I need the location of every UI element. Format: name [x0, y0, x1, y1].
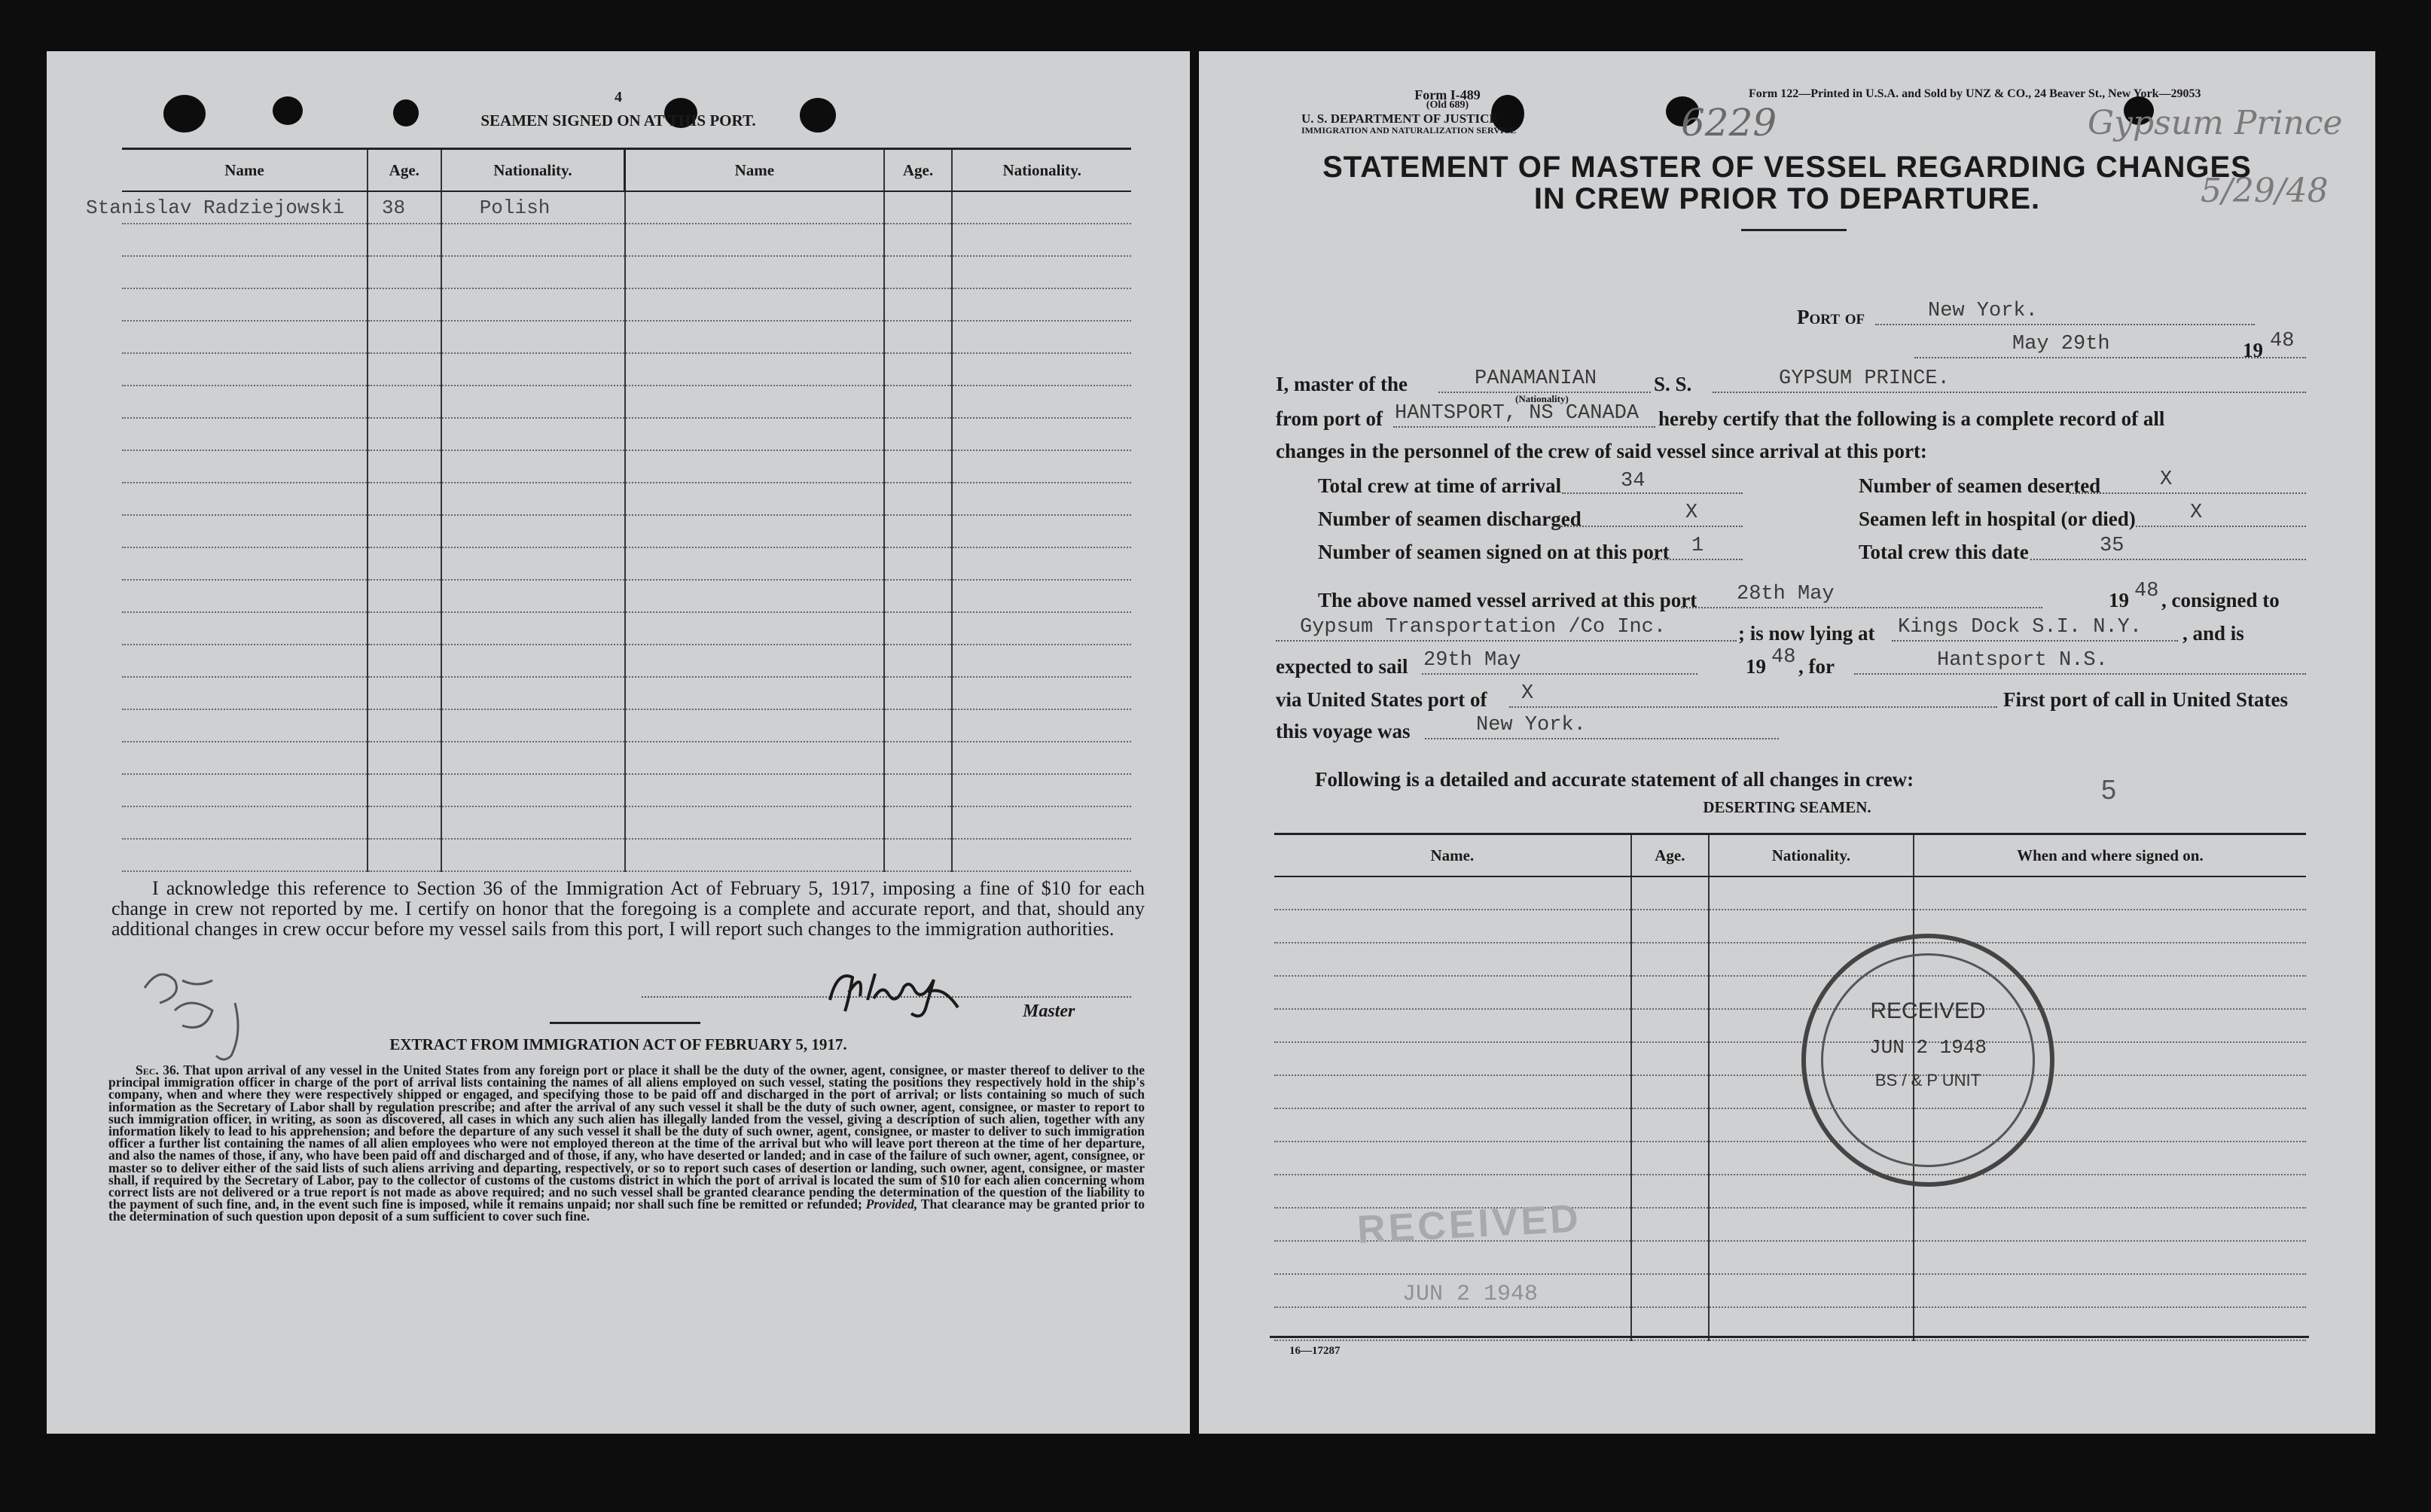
table-cell [441, 709, 625, 742]
table-row [1274, 876, 2306, 910]
table-cell [884, 515, 953, 547]
col-nationality: Nationality. [441, 149, 625, 192]
table-cell [122, 515, 368, 547]
table-row [122, 353, 1131, 386]
table-cell [1914, 1175, 2306, 1208]
table-cell [122, 386, 368, 418]
table-cell [952, 224, 1131, 256]
section-36-text: Sec. 36. That upon arrival of any vessel in the United States from any foreign port or place it shall be the duty of the owner, agent, consignee, or master thereof to deliver to the principal immigration officer in charge of the port of arrival lists containing the names of all aliens employed on such vessel, stating the positions they respectively hold in the ship's company, when and where they were respectively shipped or engaged, and specifying those to be paid off and discharged in the port of arrival; or lists containing so much of such information as the Secretary of Labor shall by regulation prescribe; and after the arrival of any such vessel it shall be the duty of such owner, agent, consignee, or master to report to such immigration officer, in writing, as soon as discovered, all cases in which any such alien has illegally landed from the vessel, giving a description of such alien, together with any information likely to lead to his apprehension; and before the departure of any such vessel it shall be the duty of such owner, agent, consignee, or master to deliver to such immigration officer a further list containing the names of all alien employees who were not employed thereon at the time of the arrival but who will leave port thereon at the time of her departure, and also the names of those, if any, who have been paid off and discharged and of those, if any, who have deserted or landed; and in case of the failure of such owner, agent, consignee, or master so to deliver either of the said lists of such aliens arriving and departing, respectively, or so to report such cases of desertion or landing, such owner, agent, consignee, or master shall, if required by the Secretary of Labor, pay to the collector of customs of the customs district in which the port of arrival is located the sum of $10 for each alien concerning whom correct lists are not delivered or a true report is not made as above required; and no such vessel shall be granted clearance pending the determination of the question of the liability to the payment of such fine, and, in the event such fine is imposed, while it remains unpaid; nor shall such fine be remitted or refunded; Provided, That clearance may be granted prior to the determination of such question upon deposit of a sum sufficient to cover such fine. [108, 1062, 1145, 1224]
col-name: Name. [1274, 834, 1631, 877]
table-row [122, 806, 1131, 839]
table-cell [952, 483, 1131, 515]
table-cell [625, 224, 884, 256]
table-cell [1709, 1241, 1914, 1274]
table-cell [368, 709, 441, 742]
table-cell [952, 386, 1131, 418]
table-cell [1914, 1241, 2306, 1274]
table-cell [122, 321, 368, 353]
table-row [1274, 1108, 2306, 1142]
for-label: , for [1798, 655, 1835, 678]
deserted-label: Number of seamen deserted [1859, 474, 2101, 497]
table-cell [1709, 876, 1914, 910]
lying-line [1892, 640, 2178, 642]
table-cell [1274, 910, 1631, 943]
table-cell [952, 450, 1131, 483]
table-cell [441, 483, 625, 515]
total-crew-arrival-line [1562, 492, 1743, 494]
year-value: 48 [2270, 330, 2295, 352]
footer-code: 16—17287 [1289, 1345, 1341, 1357]
col-nationality: Nationality. [1709, 834, 1914, 877]
deserting-seamen-table [1274, 833, 2306, 1341]
signed-on-label: Number of seamen signed on at this port [1318, 541, 1670, 563]
sail-label: expected to sail [1276, 655, 1408, 678]
divider [1741, 229, 1847, 231]
table-cell [1274, 1042, 1631, 1075]
cell-name-2 [625, 191, 884, 224]
table-cell [884, 677, 953, 709]
table-cell [441, 645, 625, 677]
from-port-line [1393, 426, 1655, 428]
lying-value: Kings Dock S.I. N.Y. [1898, 616, 2143, 639]
table-cell [952, 580, 1131, 612]
year-prefix: 19 [2243, 339, 2263, 361]
table-cell [441, 450, 625, 483]
table-cell [441, 418, 625, 450]
form-number: Form I-489 [1414, 87, 1481, 102]
table-row [122, 709, 1131, 742]
ss-label: S. S. [1654, 373, 1692, 395]
table-cell [1274, 943, 1631, 976]
hospital-line [2136, 526, 2306, 527]
table-cell [441, 224, 625, 256]
table-cell [884, 709, 953, 742]
table-cell [1631, 943, 1709, 976]
table-cell [625, 774, 884, 806]
ship-line [1713, 392, 2306, 393]
table-cell [1631, 1274, 1709, 1307]
table-cell [952, 256, 1131, 288]
signed-on-value: 1 [1691, 535, 1704, 557]
via-line [1509, 706, 1997, 708]
discharged-label: Number of seamen discharged [1318, 508, 1582, 530]
sail-value: 29th May [1423, 649, 1521, 672]
table-cell [884, 353, 953, 386]
table-cell [368, 353, 441, 386]
table-cell [884, 547, 953, 580]
table-cell [368, 288, 441, 321]
table-cell [952, 288, 1131, 321]
consignee-value: Gypsum Transportation /Co Inc. [1300, 616, 1667, 639]
table-cell [441, 515, 625, 547]
deserted-value: X [2160, 468, 2173, 491]
table-cell [625, 321, 884, 353]
table-cell [122, 450, 368, 483]
table-cell [884, 321, 953, 353]
table-row [122, 677, 1131, 709]
table-cell [625, 742, 884, 774]
table-cell [441, 839, 625, 871]
table-row [122, 742, 1131, 774]
table-cell [122, 353, 368, 386]
table-cell [1274, 1142, 1631, 1175]
table-row [122, 547, 1131, 580]
table-cell [368, 483, 441, 515]
table-cell [122, 547, 368, 580]
table-cell [122, 774, 368, 806]
table-cell [122, 645, 368, 677]
table-cell [122, 483, 368, 515]
table-cell [122, 839, 368, 871]
col-age: Age. [368, 149, 441, 192]
cell-name: Stanislav Radziejowski [122, 191, 368, 224]
table-cell [1631, 976, 1709, 1009]
port-line [1875, 324, 2255, 325]
table-row [122, 386, 1131, 418]
for-line [1854, 673, 2306, 675]
table-row [122, 515, 1131, 547]
table-cell [952, 612, 1131, 645]
table-cell [368, 806, 441, 839]
port-value: New York. [1928, 300, 2038, 322]
voyage-value: New York. [1476, 714, 1586, 736]
seamen-signed-table [86, 148, 1131, 872]
table-cell [368, 321, 441, 353]
table-row [122, 774, 1131, 806]
faded-stamp-date: JUN 2 1948 [1402, 1282, 1539, 1307]
col-when-where: When and where signed on. [1914, 834, 2306, 877]
hospital-value: X [2190, 501, 2203, 524]
received-stamp-circle [1801, 934, 2054, 1187]
table-row [122, 580, 1131, 612]
handwritten-date: 5/29/48 [2201, 172, 2329, 210]
certify-text-2: changes in the personnel of the crew of said vessel since arrival at this port: [1276, 440, 1927, 462]
handwritten-number: 6229 [1681, 101, 1777, 145]
table-cell [625, 353, 884, 386]
table-row [122, 612, 1131, 645]
hospital-label: Seamen left in hospital (or died) [1859, 508, 2136, 530]
table-cell [884, 580, 953, 612]
table-row [122, 450, 1131, 483]
table-cell [441, 386, 625, 418]
table-row [1274, 1142, 2306, 1175]
table-cell [1914, 910, 2306, 943]
table-cell [122, 709, 368, 742]
bottom-rule [1270, 1336, 2309, 1338]
table-cell [122, 580, 368, 612]
table-cell [368, 418, 441, 450]
cell-nationality: Polish [441, 191, 625, 224]
lying-label: ; is now lying at [1738, 622, 1875, 645]
table-cell [368, 839, 441, 871]
table-cell [952, 742, 1131, 774]
master-signature [815, 962, 1041, 1023]
table-cell [884, 612, 953, 645]
left-heading: SEAMEN SIGNED ON AT THIS PORT. [480, 111, 756, 130]
divider [550, 1022, 700, 1024]
table-cell [625, 515, 884, 547]
table-row [122, 483, 1131, 515]
voyage-line [1425, 738, 1779, 739]
table-cell [625, 450, 884, 483]
table-cell [952, 321, 1131, 353]
table-cell [884, 418, 953, 450]
table-cell [625, 612, 884, 645]
form-title-line2: IN CREW PRIOR TO DEPARTURE. [1533, 182, 2041, 215]
table-cell [1709, 1175, 1914, 1208]
total-crew-arrival-label: Total crew at time of arrival [1318, 474, 1562, 497]
table-cell [368, 774, 441, 806]
table-row [122, 418, 1131, 450]
table-cell [441, 742, 625, 774]
table-cell [1631, 1142, 1709, 1175]
table-cell [368, 742, 441, 774]
arrived-line [1681, 607, 2042, 608]
voyage-label: this voyage was [1276, 720, 1411, 742]
table-cell [1709, 910, 1914, 943]
table-cell [122, 677, 368, 709]
acknowledgement-text: I acknowledge this reference to Section 36 of the Immigration Act of February 5, 1917, imposing a fine of $10 for each change in crew not reported by me. I certify on honor that the foregoing is a complete and accurate report, and that, should any additional changes in crew occur before my vessel sails from this port, I will report such changes to the immigration authorities. [111, 877, 1145, 940]
stamp-date: JUN 2 1948 [1868, 1036, 1987, 1059]
total-crew-date-label: Total crew this date [1859, 541, 2029, 563]
table-cell [1631, 1175, 1709, 1208]
certify-text: hereby certify that the following is a complete record of all [1658, 407, 2165, 430]
seamen-rows [86, 191, 1131, 871]
first-port-label: First port of call in United States [2003, 688, 2288, 711]
master-of-label: I, master of the [1276, 373, 1408, 395]
left-page [47, 51, 1190, 1434]
cell-nationality-2 [952, 191, 1131, 224]
col-age: Age. [1631, 834, 1709, 877]
page-number: 4 [615, 89, 622, 105]
col-nationality-2: Nationality. [952, 149, 1131, 192]
nationality-caption: (Nationality) [1515, 393, 1569, 404]
table-cell [952, 418, 1131, 450]
page-mark: 5 [2101, 774, 2117, 805]
table-cell [952, 839, 1131, 871]
table-cell [368, 547, 441, 580]
table-cell [1274, 876, 1631, 910]
table-cell [368, 450, 441, 483]
table-cell [625, 483, 884, 515]
table-cell [441, 774, 625, 806]
table-cell [625, 547, 884, 580]
printer-note: Form 122—Printed in U.S.A. and Sold by UNZ & CO., 24 Beaver St., New York—29053 [1749, 87, 2201, 100]
deserting-heading: DESERTING SEAMEN. [1703, 798, 1871, 816]
table-cell [625, 288, 884, 321]
col-age-2: Age. [884, 149, 953, 192]
table-row [122, 645, 1131, 677]
table-cell [441, 547, 625, 580]
table-cell [625, 645, 884, 677]
date-value: May 29th [2012, 333, 2110, 355]
table-cell [884, 224, 953, 256]
table-cell [625, 709, 884, 742]
table-cell [1274, 1075, 1631, 1108]
total-crew-date-line [2030, 559, 2306, 560]
table-cell [441, 612, 625, 645]
table-row [1274, 943, 2306, 976]
stamp-unit: BS / & P UNIT [1874, 1071, 1981, 1090]
table-cell [884, 450, 953, 483]
table-row [1274, 1175, 2306, 1208]
deserting-rows [1274, 876, 2306, 1340]
stamp-received: RECEIVED [1870, 998, 1986, 1023]
table-cell [368, 677, 441, 709]
arrived-year: 48 [2134, 580, 2159, 602]
table-row [1274, 1075, 2306, 1108]
discharged-value: X [1685, 501, 1698, 524]
table-row [122, 191, 1131, 224]
discharged-line [1556, 526, 1743, 527]
table-cell [1274, 1009, 1631, 1042]
table-cell [1631, 910, 1709, 943]
table-cell [1709, 1208, 1914, 1241]
handwritten-ship: Gypsum Prince [2088, 104, 2343, 142]
table-cell [625, 677, 884, 709]
for-value: Hantsport N.S. [1937, 649, 2108, 672]
table-cell [1631, 1108, 1709, 1142]
arrived-label: The above named vessel arrived at this port [1318, 589, 1697, 611]
table-cell [368, 612, 441, 645]
table-cell [122, 256, 368, 288]
table-cell [952, 645, 1131, 677]
master-label: Master [1023, 1001, 1075, 1021]
right-page: Form I-489 (Old 689) U. S. DEPARTMENT OF JUSTICE IMMIGRATION AND NATURALIZATION SERVICE Form 122—Printed in U.S.A. and Sold by UNZ & CO., 24 Beaver St., New York—29053 6229 Gypsum Prince 5/29/48 STATEMENT OF MASTER OF VESSEL REGARDING CHANGES IN CREW PRIOR TO DEPARTURE. Port of New York. May 29th 19 48 I, master of the PANAMANIAN (Nationality) S. S. GYPSUM PRINCE. from port of HANTSPORT, NS CANADA hereby certify that the following is a complete record of all changes in the personnel of the crew of said vessel since arrival at this port: Total crew at time of arrival 34 Number of seamen deserted X Number of seamen discharged X Seamen left in hospital (or died) X Number of seamen signed on at this port 1 Total crew this date 35 The above named vessel arrived at this port 28th May 19 48 , consigned to Gypsum Transportation /Co Inc. ; is now lying at Kings Dock S.I. N.Y. , and is expected to sail 29th May 19 48 , for Hantsport N.S. via United States port of X First port of call in United States this voyage was New York. Following is a detailed and accurate statement of all changes in crew: 5 DESERTING SEAMEN. Name. Age. Nationality. When and where signed on. RECEIVED JUN 2 1948 BS / & P UNIT RECEIVED JUN 2 1948 16—17287 [1199, 51, 2375, 1434]
table-cell [122, 806, 368, 839]
table-row [122, 256, 1131, 288]
table-cell [952, 353, 1131, 386]
via-label: via United States port of [1276, 688, 1487, 711]
total-crew-date-value: 35 [2100, 535, 2124, 557]
table-cell [441, 256, 625, 288]
following-label: Following is a detailed and accurate statement of all changes in crew: [1315, 768, 1914, 791]
department: U. S. DEPARTMENT OF JUSTICE [1301, 111, 1498, 126]
signed-on-line [1652, 559, 1743, 560]
table-row [122, 321, 1131, 353]
table-cell [1631, 1009, 1709, 1042]
table-cell [122, 418, 368, 450]
table-cell [952, 774, 1131, 806]
table-cell [368, 515, 441, 547]
table-cell [884, 256, 953, 288]
col-name: Name [122, 149, 368, 192]
table-cell [441, 353, 625, 386]
cell-age: 38 [368, 191, 441, 224]
consigned-label: , consigned to [2161, 589, 2280, 611]
table-cell [1631, 1208, 1709, 1241]
table-cell [884, 742, 953, 774]
table-cell [884, 288, 953, 321]
table-cell [952, 547, 1131, 580]
table-cell [952, 677, 1131, 709]
cell-age-2 [884, 191, 953, 224]
table-row [122, 224, 1131, 256]
table-row [1274, 1009, 2306, 1042]
table-cell [952, 709, 1131, 742]
table-row [122, 288, 1131, 321]
table-cell [1274, 1108, 1631, 1142]
table-row [1274, 1042, 2306, 1075]
table-cell [122, 742, 368, 774]
table-cell [368, 224, 441, 256]
sail-line [1422, 673, 1697, 675]
table-cell [122, 224, 368, 256]
port-label: Port of [1797, 306, 1865, 328]
form-old: (Old 689) [1426, 99, 1469, 111]
table-cell [441, 288, 625, 321]
table-cell [1709, 1274, 1914, 1307]
table-cell [884, 806, 953, 839]
table-cell [884, 483, 953, 515]
table-cell [884, 386, 953, 418]
from-port-label: from port of [1276, 407, 1383, 430]
nationality-value: PANAMANIAN [1475, 367, 1597, 390]
table-row [1274, 910, 2306, 943]
table-cell [952, 515, 1131, 547]
sail-year: 48 [1771, 646, 1796, 669]
table-cell [1914, 876, 2306, 910]
table-cell [952, 806, 1131, 839]
deserted-line [2070, 492, 2306, 494]
table-cell [884, 839, 953, 871]
arrived-value: 28th May [1737, 583, 1835, 605]
table-cell [1631, 1241, 1709, 1274]
table-cell [884, 645, 953, 677]
table-row [122, 839, 1131, 871]
table-cell [122, 612, 368, 645]
table-cell [625, 839, 884, 871]
faded-received-stamp: RECEIVED [1356, 1196, 1583, 1252]
table-cell [368, 386, 441, 418]
extract-title: EXTRACT FROM IMMIGRATION ACT OF FEBRUARY 5, 1917. [389, 1035, 847, 1053]
from-port-value: HANTSPORT, NS CANADA [1395, 402, 1639, 425]
table-cell [441, 321, 625, 353]
form-title-line1: STATEMENT OF MASTER OF VESSEL REGARDING CHANGES [1322, 151, 2252, 184]
table-cell [122, 288, 368, 321]
table-cell [368, 580, 441, 612]
and-is: , and is [2182, 622, 2244, 645]
table-cell [368, 645, 441, 677]
table-cell [1914, 1208, 2306, 1241]
table-cell [1274, 976, 1631, 1009]
table-cell [625, 256, 884, 288]
table-cell [441, 580, 625, 612]
table-cell [441, 806, 625, 839]
table-row [1274, 976, 2306, 1009]
table-cell [625, 386, 884, 418]
table-cell [625, 418, 884, 450]
table-cell [1631, 1042, 1709, 1075]
table-cell [1631, 876, 1709, 910]
table-cell [625, 580, 884, 612]
table-cell [625, 806, 884, 839]
total-crew-arrival-value: 34 [1621, 470, 1646, 492]
consignee-line [1276, 640, 1737, 642]
ship-value: GYPSUM PRINCE. [1779, 367, 1950, 390]
table-cell [884, 774, 953, 806]
table-cell [368, 256, 441, 288]
table-cell [441, 677, 625, 709]
table-cell [1914, 1274, 2306, 1307]
service: IMMIGRATION AND NATURALIZATION SERVICE [1301, 125, 1517, 136]
via-value: X [1521, 682, 1534, 705]
col-name-2: Name [625, 149, 884, 192]
table-cell [1631, 1075, 1709, 1108]
